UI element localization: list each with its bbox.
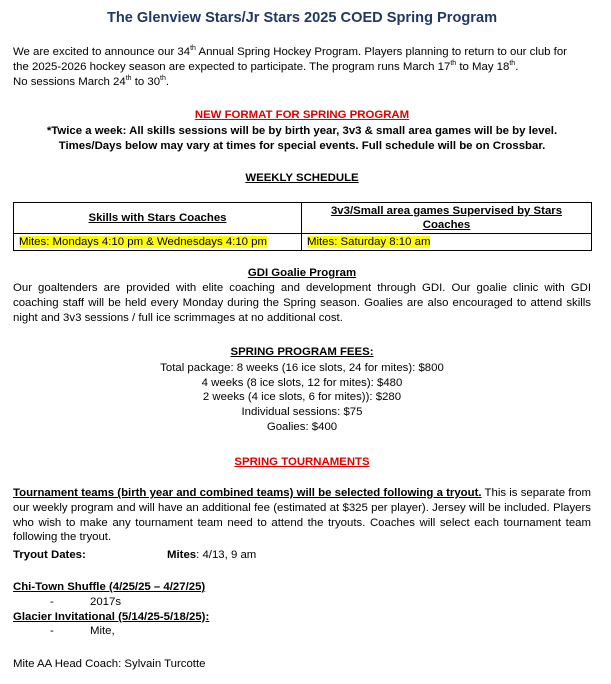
tournament-name: Glacier Invitational (5/14/25-5/18/25): xyxy=(13,610,210,623)
tournaments-lead: Tournament teams (birth year and combined teams) will be selected following a tryout. xyxy=(13,487,482,499)
goalie-text: Our goaltenders are provided with elite coaching and development through GDI. Our goalie clinic with GDI coaching staff will be held every Monday during the Spring season. Goalies are also encouraged to attend skills night and 3v3 sessions / full ice scrimmages at no additional cost. xyxy=(13,282,591,324)
new-format-section xyxy=(13,108,591,153)
fee-item: 2 weeks (4 ice slots, 6 for mites)): $280 xyxy=(202,391,402,404)
schedule-col-3v3: 3v3/Small area games Supervised by Stars Coaches xyxy=(302,203,592,234)
schedule-col-skills: Skills with Stars Coaches xyxy=(14,203,302,234)
page-title: The Glenview Stars/Jr Stars 2025 COED Spring Program xyxy=(106,10,498,26)
tournaments-heading: SPRING TOURNAMENTS xyxy=(234,456,370,468)
tryout-label: Tryout Dates: xyxy=(13,549,86,561)
head-coach-line: Mite AA Head Coach: Sylvain Turcotte xyxy=(13,658,206,670)
tournament-name: Chi-Town Shuffle (4/25/25 – 4/27/25) xyxy=(13,581,206,593)
fee-item: Goalies: $400 xyxy=(266,420,338,433)
tournament-detail: 2017s xyxy=(90,595,122,608)
fees-heading: SPRING PROGRAM FEES: xyxy=(230,346,374,358)
schedule-3v3-mites: Mites: Saturday 8:10 am xyxy=(307,236,431,248)
tryout-value: : 4/13, 9 am xyxy=(196,549,257,561)
list-dash: - xyxy=(50,595,54,608)
weekly-schedule-heading: WEEKLY SCHEDULE xyxy=(245,172,359,184)
tryout-dates xyxy=(13,548,591,563)
fee-item: Individual sessions: $75 xyxy=(241,406,363,419)
new-format-heading: NEW FORMAT FOR SPRING PROGRAM xyxy=(194,109,410,121)
tournament-detail: Mite, xyxy=(90,625,115,638)
weekly-schedule-table xyxy=(13,202,592,251)
fee-item: 4 weeks (8 ice slots, 12 for mites): $480 xyxy=(201,376,403,389)
intro-paragraph: We are excited to announce our 34th Annual Spring Hockey Program. Players planning to return to our club for the 2025-2026 hockey season are expected to participate. The program runs March 17th to May 18th. No sessions March 24th to 30th. xyxy=(13,45,567,88)
tournament-list xyxy=(13,580,591,639)
schedule-skills-mites: Mites: Mondays 4:10 pm & Wednesdays 4:10 pm xyxy=(19,236,267,248)
tournaments-text: Tournament teams (birth year and combined teams) will be selected following a tryout. This is separate from our weekly program and will have an additional fee (estimated at $325 per player). Jersey will be included. Players who wish to make any tournament team need to attend the tryouts. Coaches will select each tournament team following the tryout. xyxy=(13,487,592,544)
goalie-heading: GDI Goalie Program xyxy=(247,267,357,279)
new-format-line-1: *Twice a week: All skills sessions will be by birth year, 3v3 & small area games will be by level. xyxy=(46,124,558,137)
schedule-row xyxy=(14,234,592,251)
fees-section xyxy=(13,345,591,435)
list-dash: - xyxy=(50,625,54,638)
tryout-group: Mites xyxy=(167,549,197,561)
fee-item: Total package: 8 weeks (16 ice slots, 24 for mites): $800 xyxy=(160,361,444,374)
schedule-header-row xyxy=(14,203,592,234)
new-format-line-2: Times/Days below may vary at times for special events. Full schedule will be on Crossbar. xyxy=(58,139,546,152)
